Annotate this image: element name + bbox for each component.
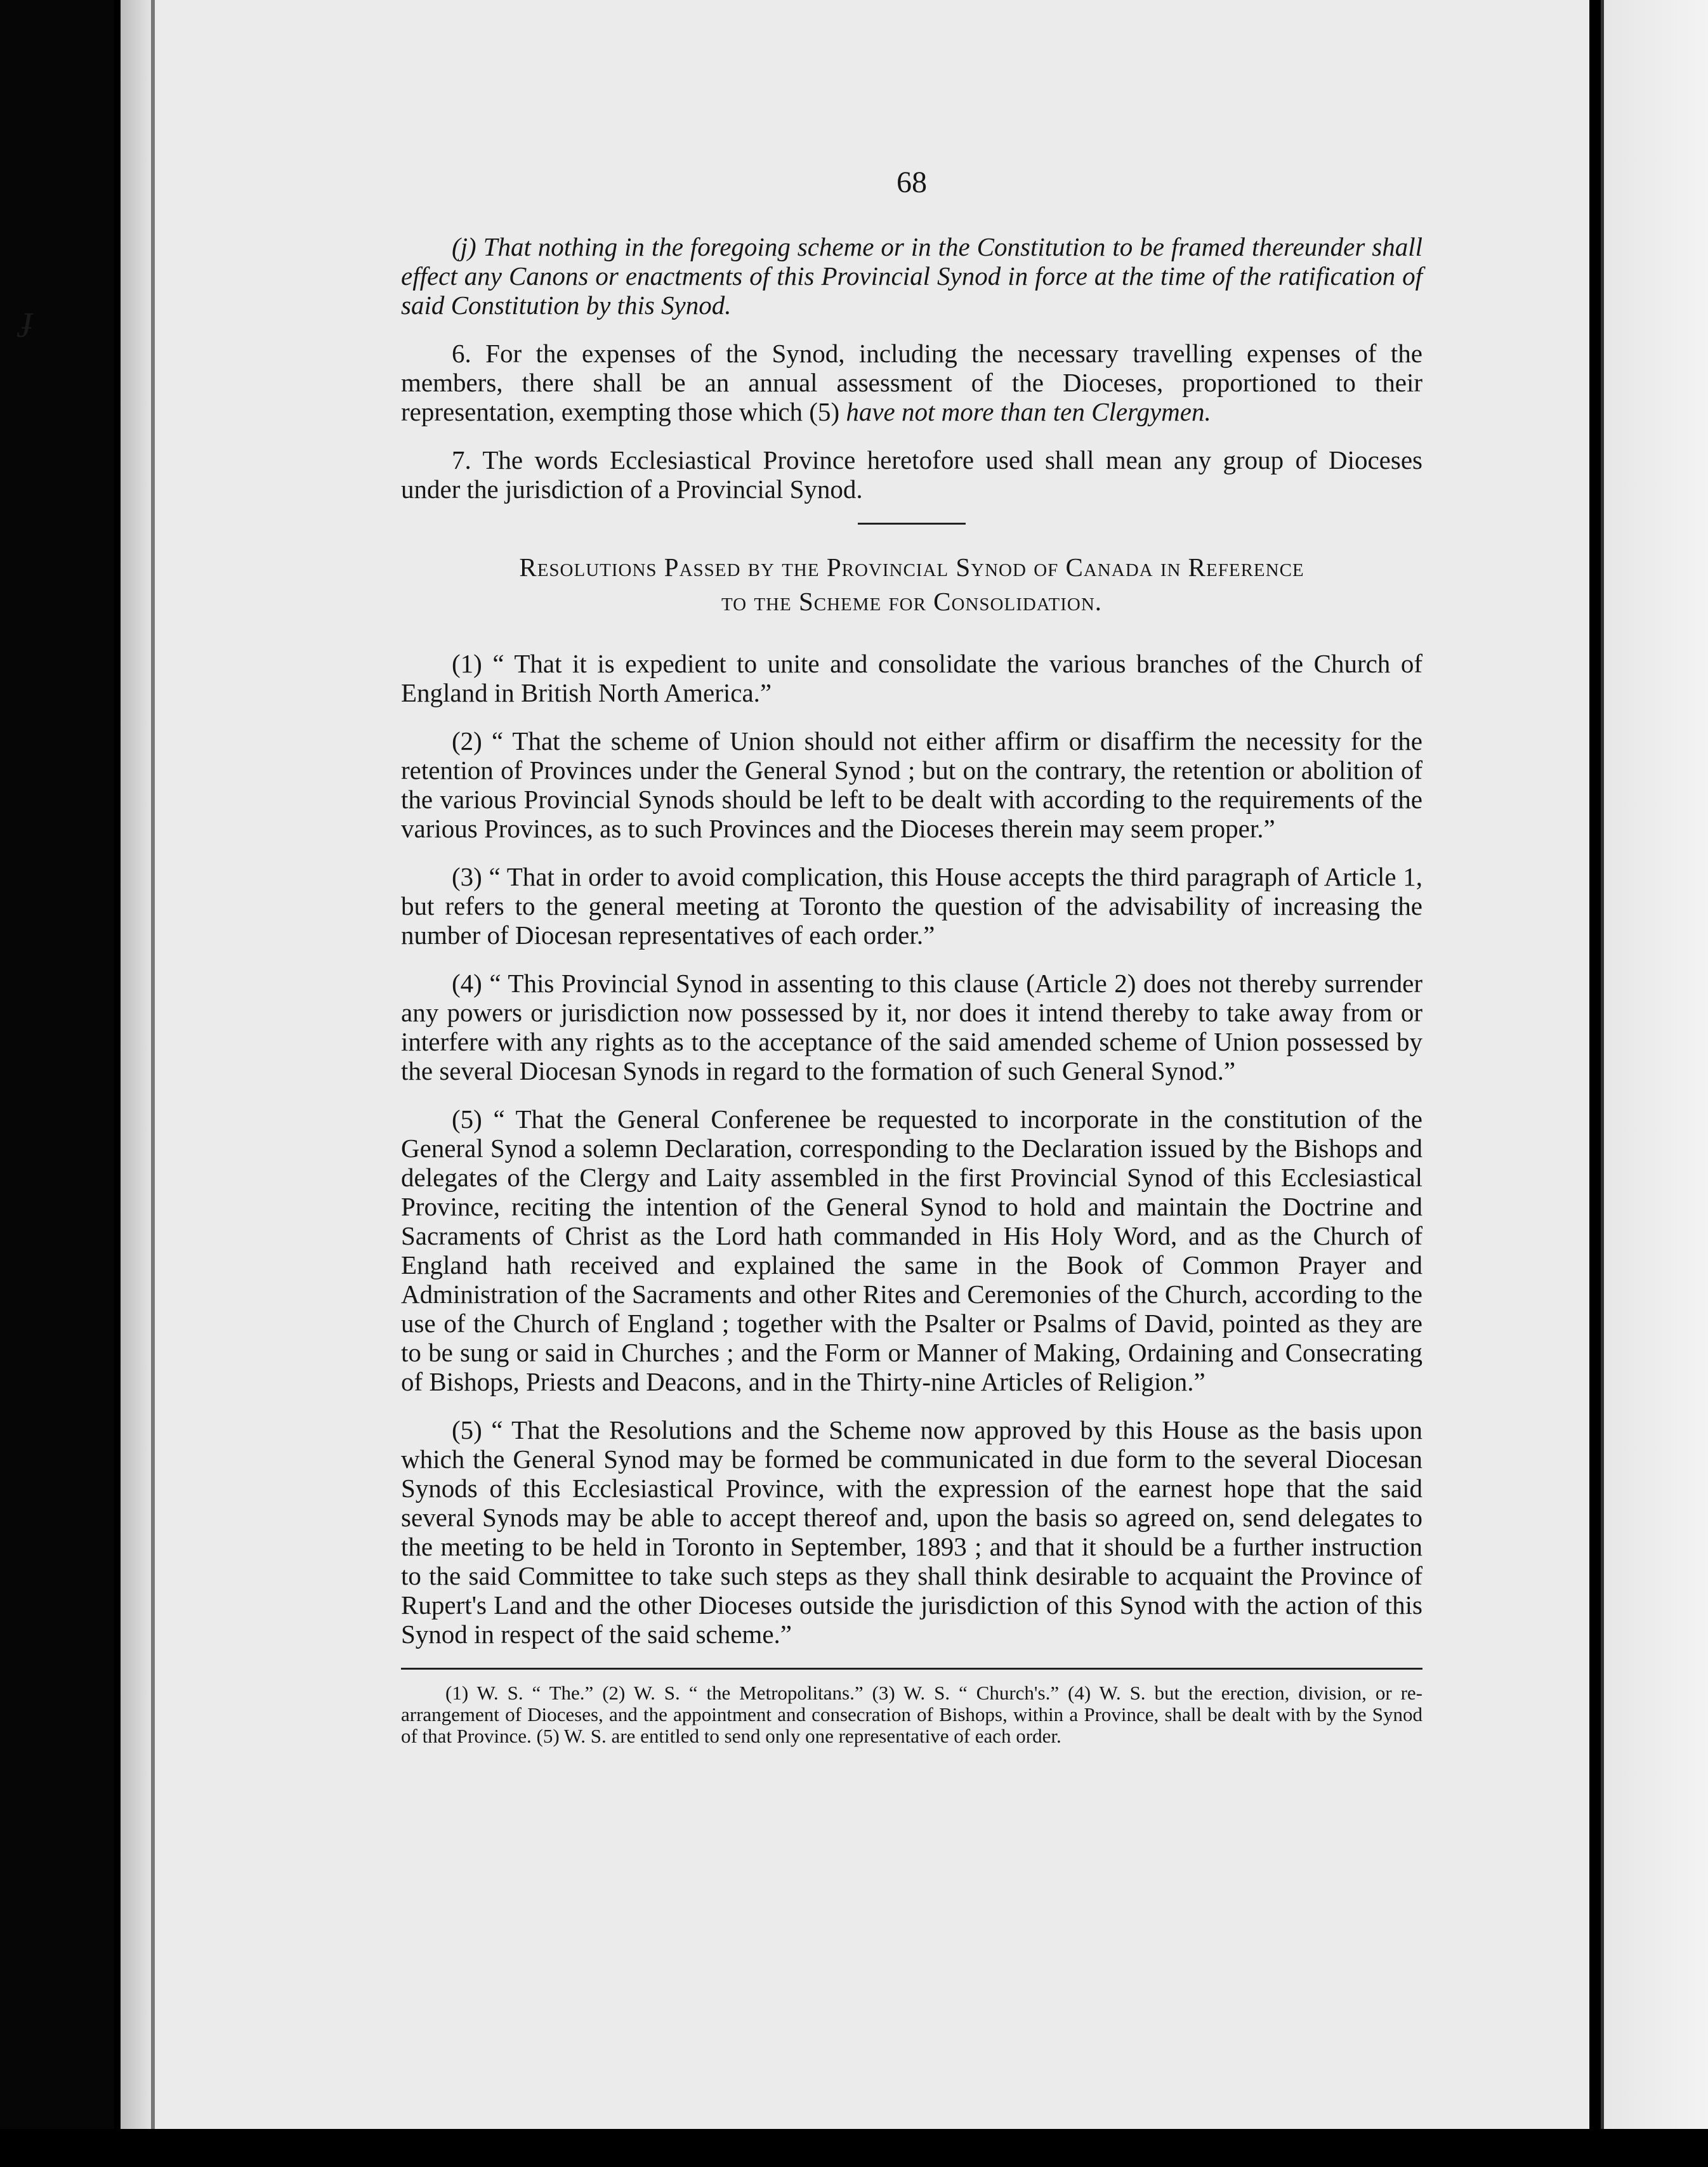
resolution-text: “ That the Resolutions and the Scheme now approved by this House as the basis upon which the General Synod may be formed be communicated in due form to the several Diocesan Synods of this Ecclesiastical Province, with the expression of the earnest hope that the said several Synods may be able to accept thereof and, upon the basis so agreed on, send delegates to the meeting to be held in Toronto in September, 1893 ; and that it should be a further instruction to the said Committee to take such steps as they shall think desirable to acquaint the Province of Rupert's Land and the other Dioceses outside the jurisdiction of this Synod with the action of this Synod in respect of the said scheme.” — [401, 1415, 1423, 1649]
resolution-text: “ That in order to avoid complication, this House accepts the third paragraph of Article 1, but refers to the general meeting at Toronto the question of the advisability of increasing the number of Diocesan representatives of each order.” — [401, 862, 1422, 950]
page-number: 68 — [897, 166, 927, 199]
scan-bottom-margin — [0, 2129, 1708, 2167]
item-j — [401, 232, 1422, 320]
facing-page-edge — [1601, 0, 1708, 2167]
resolution-text: “ This Provincial Synod in assenting to this clause (Article 2) does not thereby surrender any powers or jurisdiction now possessed by it, nor does it intend thereby to take away from or interfere with any rights as to the acceptance of the said amended scheme of Union possessed by the several Diocesan Synods in regard to the formation of such General Synod.” — [401, 969, 1422, 1085]
paragraph-text: For the expenses of the Synod, including the necessary travelling expenses of the members, there shall be an annual assessment of the Dioceses, proportioned to their representation, exempting those which (5) — [401, 339, 1422, 426]
resolution-1 — [401, 649, 1422, 707]
heading-line-1: Resolutions Passed by the Provincial Synod of Canada in Reference — [519, 553, 1304, 582]
paragraph-6 — [401, 339, 1422, 426]
resolution-2 — [401, 726, 1422, 843]
paragraph-italic-tail: have not more than ten Clergymen. — [846, 397, 1211, 426]
paragraph-text: The words Ecclesiastical Province heretofore used shall mean any group of Dioceses under the jurisdiction of a Provincial Synod. — [401, 445, 1422, 504]
heading-line-2: to the Scheme for Consolidation. — [721, 587, 1103, 616]
facing-page-stripe — [1601, 0, 1604, 2167]
resolution-4 — [401, 969, 1422, 1085]
resolution-label: (4) — [452, 969, 482, 998]
page-text — [401, 165, 1422, 1747]
resolution-text: “ That the scheme of Union should not either affirm or disaffirm the necessity for the retention of Provinces under the General Synod ; but on the contrary, the retention or abolition of the various Provincial Synods should be left to be dealt with according to the requirements of the various Provinces, as to such Provinces and the Dioceses therein may seem proper.” — [401, 726, 1422, 843]
resolution-label: (3) — [452, 862, 482, 891]
resolution-text: “ That it is expedient to unite and consolidate the various branches of the Church of England in British North America.” — [401, 649, 1423, 707]
footnote: (1) W. S. “ The.” (2) W. S. “ the Metropolitans.” (3) W. S. “ Church's.” (4) W. S. but the erection, division, or re-arrangement of Dioceses, and the appointment and consecration of Bishops, within a Province, shall be dealt with by the Synod of that Province. (5) W. S. are entitled to send only one representative of each order. — [401, 1682, 1422, 1747]
resolution-5a — [401, 1104, 1422, 1396]
resolution-5b — [401, 1415, 1422, 1649]
page-edge-line — [151, 0, 155, 2167]
paragraph-7 — [401, 445, 1422, 504]
section-heading — [401, 550, 1422, 619]
resolution-label: (1) — [452, 649, 482, 678]
resolution-text: “ That the General Conferenee be requested to incorporate in the constitution of the General Synod a solemn Declaration, corresponding to the Declaration issued by the Bishops and delegates of the Clergy and Laity assembled in the first Provincial Synod of this Ecclesiastical Province, reciting the intention of the General Synod to hold and maintain the Doctrine and Sacraments of Christ as the Lord hath commanded in His Holy Word, and as the Church of England hath received and explained the same in the Book of Common Prayer and Administration of the Sacraments and other Rites and Ceremonies of the Church, according to the use of the Church of England ; together with the Psalter or Psalms of David, pointed as they are to be sung or said in Churches ; and the Form or Manner of Making, Ordaining and Consecrating of Bishops, Priests and Deacons, and in the Thirty-nine Articles of Religion.” — [401, 1104, 1422, 1396]
paragraph-number: 6. — [452, 339, 471, 368]
section-divider — [858, 523, 966, 525]
page-edge-shadow — [121, 0, 151, 2167]
margin-mark: ɟ — [23, 299, 33, 338]
scan-left-margin — [0, 0, 114, 2167]
footnote-rule — [401, 1668, 1422, 1670]
resolution-label: (5) — [452, 1415, 482, 1444]
resolution-label: (2) — [452, 726, 482, 756]
item-text: That nothing in the foregoing scheme or in the Constitution to be framed thereunder shall effect any Canons or enactments of this Provincial Synod in force at the time of the ratification of said Constitution by this Synod. — [401, 232, 1423, 320]
resolution-label: (5) — [452, 1104, 482, 1134]
paragraph-number: 7. — [452, 445, 471, 475]
resolution-3 — [401, 862, 1422, 950]
item-label: (j) — [452, 232, 476, 261]
book-gutter — [1589, 0, 1601, 2167]
